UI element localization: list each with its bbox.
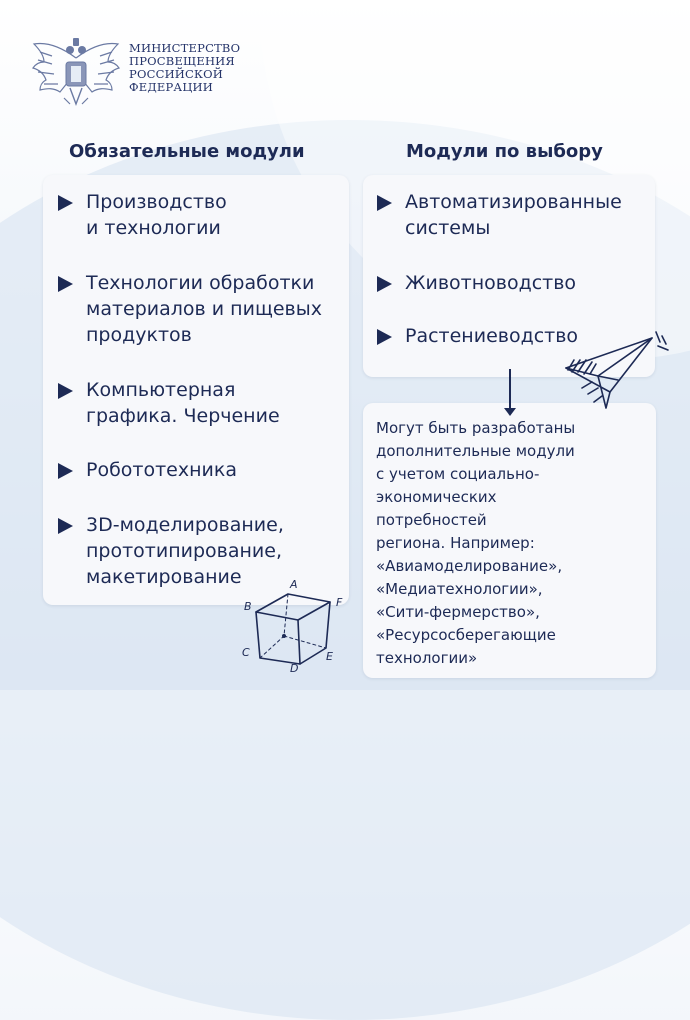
cube-label: D: [290, 662, 299, 674]
cube-label: C: [242, 646, 250, 659]
elective-modules-title: Модули по выбору: [406, 141, 603, 162]
down-arrow-icon: [509, 369, 511, 411]
triangle-right-icon: [58, 195, 73, 211]
additional-modules-note: Могут быть разработаны дополнительные модули с учетом социально- экономических потребностей региона. Например: «Авиамоделирование», «Медиатехнологии», «Сити-фермерство», «Ресурсосберегающие технологии»: [376, 419, 576, 667]
cube-label: B: [244, 600, 252, 613]
ministry-name: МИНИСТЕРСТВО ПРОСВЕЩЕНИЯ РОССИЙСКОЙ ФЕДЕРАЦИИ: [129, 41, 241, 94]
down-arrow-head-icon: [504, 408, 516, 416]
mandatory-modules-title: Обязательные модули: [69, 141, 305, 162]
cube-label: F: [336, 596, 343, 609]
triangle-right-icon: [377, 195, 392, 211]
triangle-right-icon: [58, 518, 73, 534]
cube-sketch-icon: [238, 574, 356, 674]
triangle-right-icon: [377, 329, 392, 345]
triangle-right-icon: [58, 276, 73, 292]
eagle-emblem-icon: [30, 32, 122, 112]
triangle-right-icon: [377, 276, 392, 292]
cube-label: E: [326, 650, 333, 663]
triangle-right-icon: [58, 463, 73, 479]
paper-plane-icon: [562, 330, 672, 420]
cube-label: A: [290, 578, 298, 591]
cube-center-point: [282, 634, 286, 638]
triangle-right-icon: [58, 383, 73, 399]
